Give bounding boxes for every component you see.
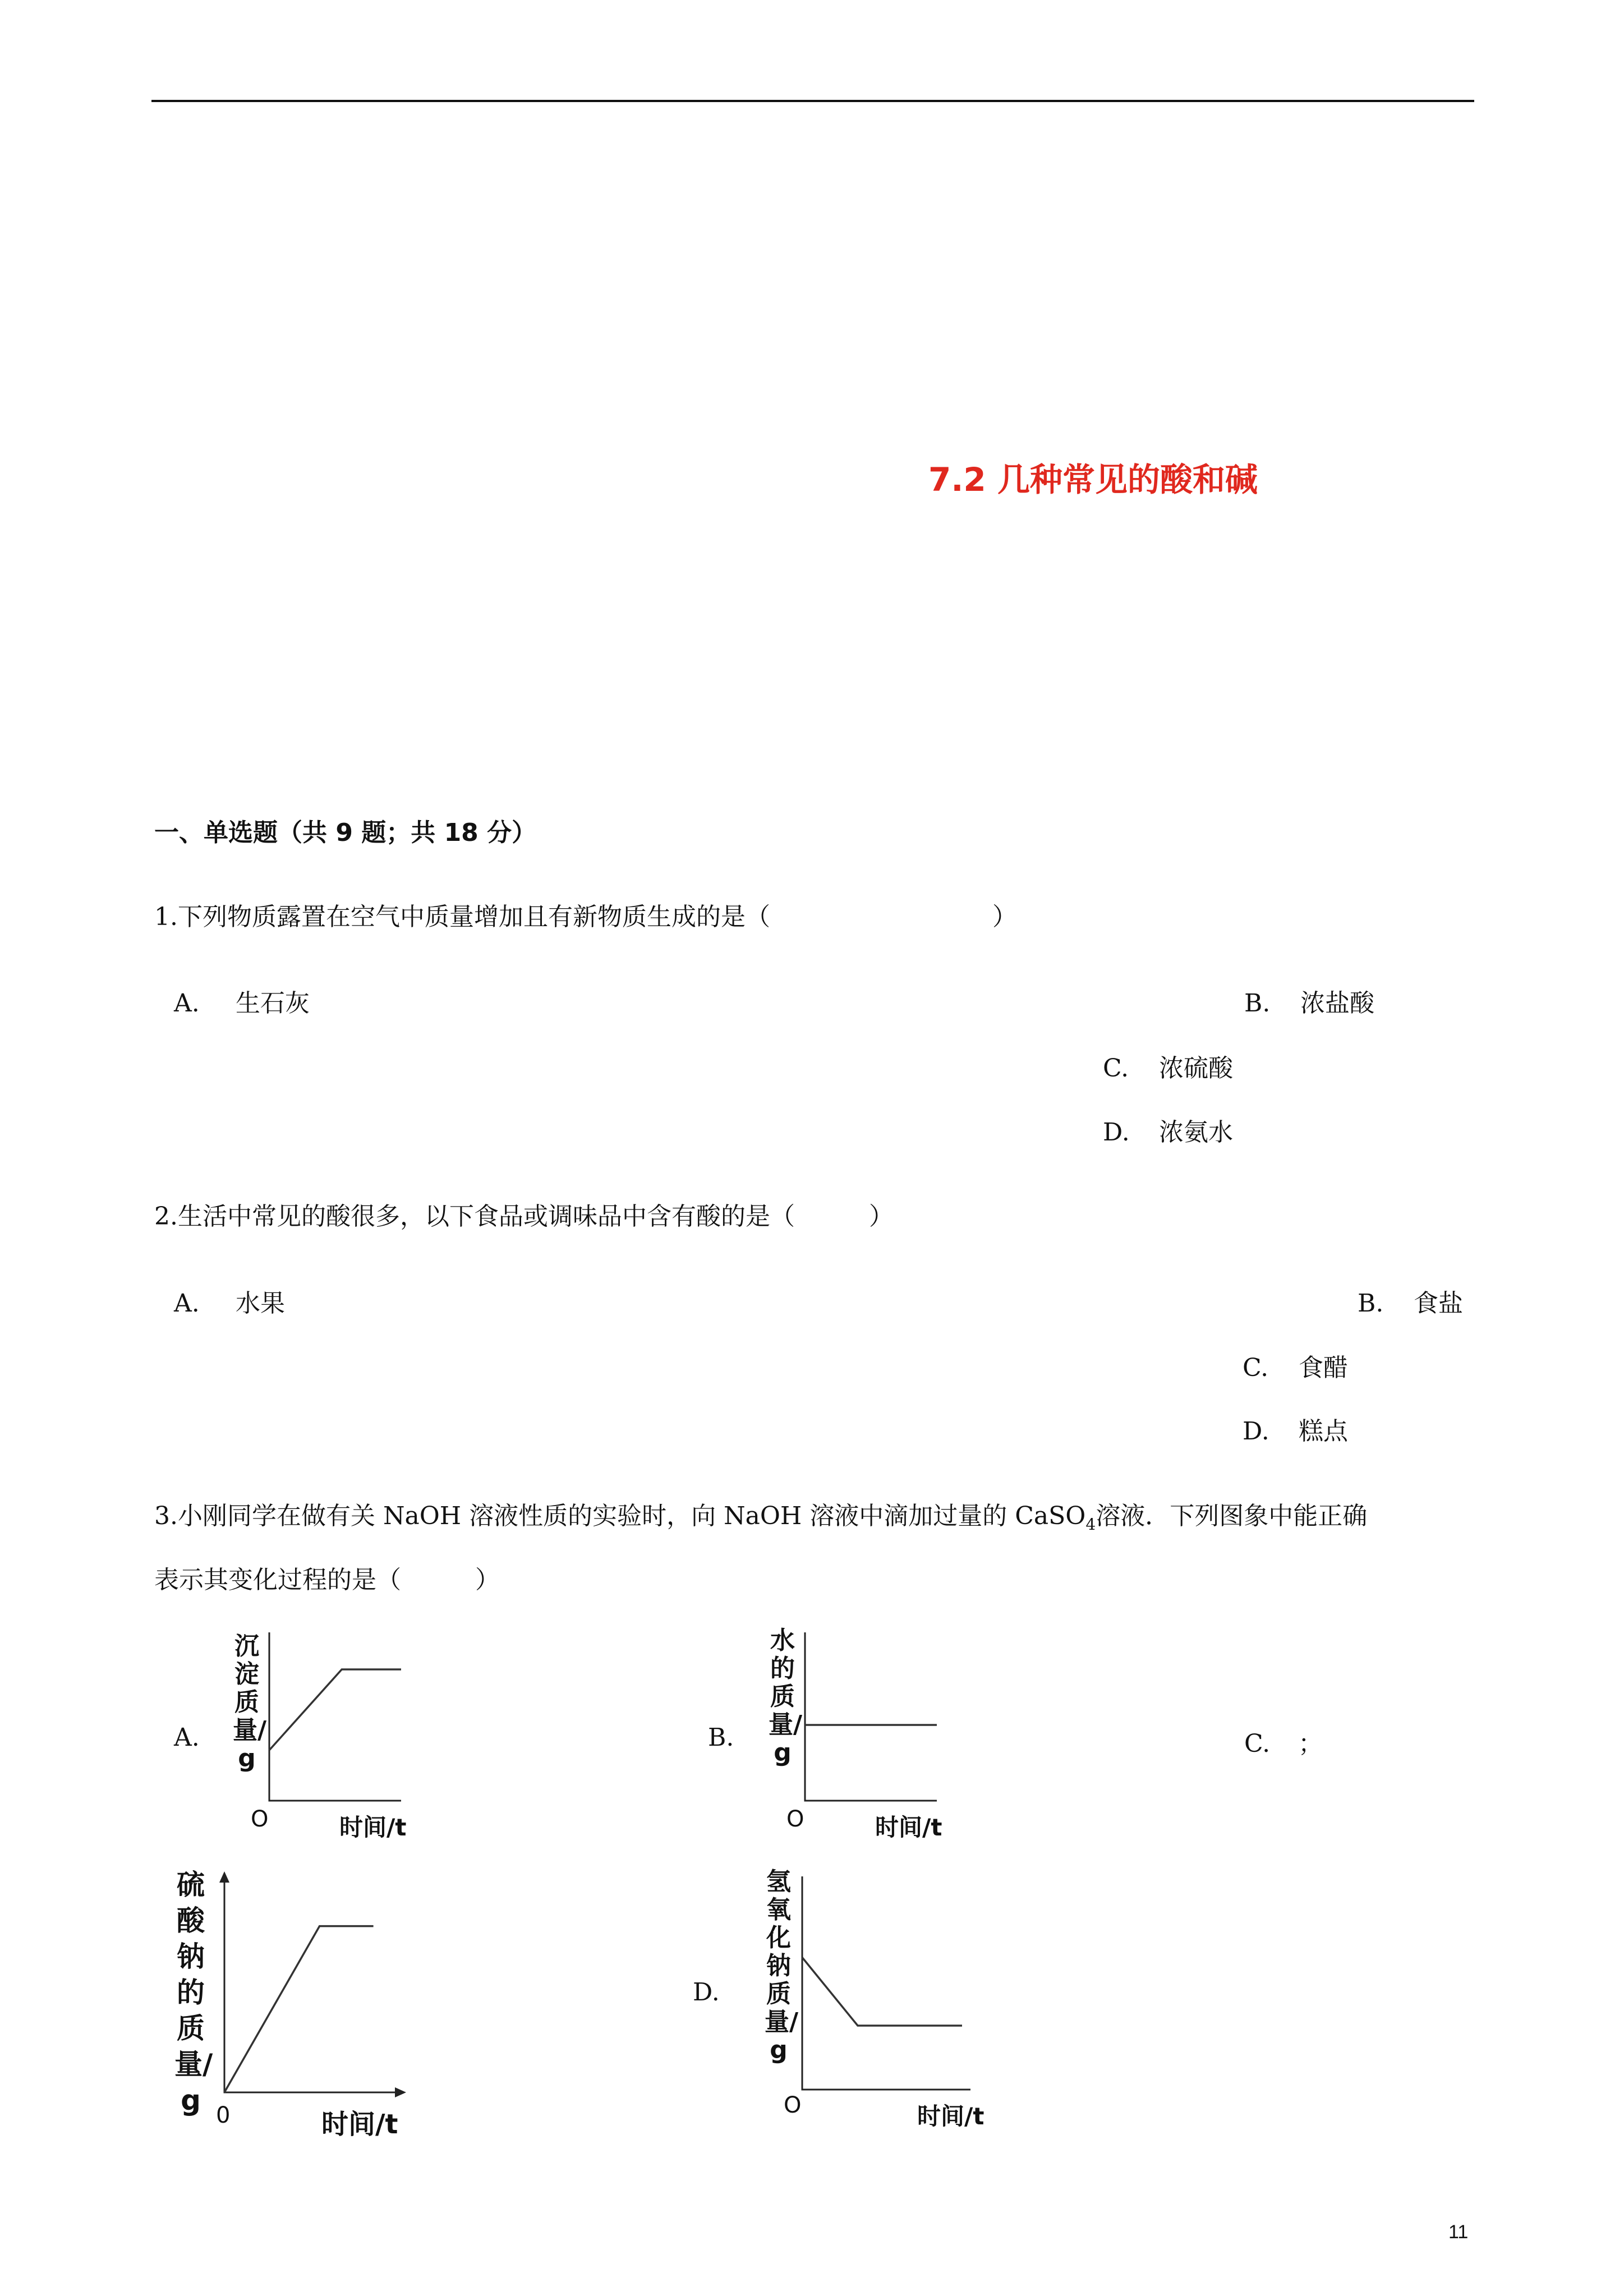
q3-option-a-label[interactable]: A. [174, 1723, 200, 1752]
option-letter: D. [1103, 1118, 1130, 1147]
option-letter: C. [1244, 1729, 1271, 1758]
q2-option-c[interactable] [1243, 1347, 1348, 1383]
option-separator: ； [1298, 1729, 1323, 1758]
chart-d-xlabel: 时间/t [917, 2102, 984, 2130]
q3-option-d-label[interactable]: D. [693, 1978, 720, 2007]
option-text: 生石灰 [236, 989, 310, 1018]
option-letter: A. [174, 989, 200, 1018]
chart-b [763, 1627, 948, 1840]
chart-c-plot [171, 1862, 418, 2132]
section-heading: 一、单选题（共 9 题；共 18 分） [154, 818, 537, 847]
q2-option-b[interactable] [1358, 1283, 1463, 1319]
q2-stem: 2.生活中常见的酸很多，以下食品或调味品中含有酸的是（ ） [154, 1202, 894, 1231]
chart-a-origin: O [251, 1806, 269, 1832]
option-text: 水果 [236, 1289, 285, 1318]
series-line [802, 1957, 962, 2026]
q3-option-b-label[interactable]: B. [708, 1723, 734, 1752]
chart-a [227, 1627, 412, 1840]
q3-stem-line2: 表示其变化过程的是（ ） [154, 1566, 500, 1594]
q1-option-d[interactable] [1103, 1112, 1233, 1148]
q3-stem-part1: 3.小刚同学在做有关 NaOH 溶液性质的实验时，向 NaOH 溶液中滴加过量的 CaSO [154, 1502, 1086, 1530]
chart-c-xlabel: 时间/t [321, 2109, 398, 2140]
q3-subscript: 4 [1085, 1515, 1096, 1534]
x-axis-arrow [395, 2087, 406, 2097]
option-text: 浓氨水 [1159, 1118, 1233, 1147]
option-letter: C. [1103, 1054, 1129, 1083]
option-letter: B. [1358, 1289, 1384, 1318]
chart-b-origin: O [786, 1806, 804, 1832]
chart-d [760, 1868, 1007, 2137]
option-text: 食盐 [1414, 1289, 1463, 1318]
option-text: 糕点 [1299, 1417, 1348, 1446]
page-number: 11 [1448, 2221, 1469, 2243]
option-text: 浓硫酸 [1159, 1054, 1233, 1083]
axes [802, 1876, 970, 2090]
q1-option-a[interactable] [174, 983, 310, 1019]
q3-stem-part2: 溶液．下列图象中能正确 [1096, 1502, 1368, 1530]
option-text: 食醋 [1299, 1354, 1348, 1382]
q3-stem-line1 [154, 1496, 1367, 1534]
q2-option-d[interactable] [1243, 1411, 1348, 1447]
chart-a-xlabel: 时间/t [339, 1814, 407, 1841]
chart-c-origin: 0 [216, 2102, 231, 2128]
chart-a-plot [227, 1627, 412, 1840]
chart-c-ylabel: 硫酸钠的质量/g [174, 1869, 213, 2116]
q2-option-a[interactable] [174, 1283, 285, 1319]
option-letter: B. [1244, 989, 1271, 1018]
chart-b-xlabel: 时间/t [875, 1814, 942, 1841]
series-line [224, 1926, 374, 2092]
header-rule [151, 100, 1474, 102]
option-text: 浓盐酸 [1300, 989, 1374, 1018]
axes [224, 1874, 404, 2092]
option-letter: A. [174, 1289, 200, 1318]
y-axis-arrow [219, 1871, 229, 1883]
page-title: 7.2 几种常见的酸和碱 [928, 461, 1258, 499]
axes [805, 1632, 937, 1801]
chart-c [171, 1862, 418, 2140]
option-letter: D. [1243, 1417, 1269, 1446]
chart-d-ylabel: 氢氧化钠质量/g [765, 1867, 799, 2064]
chart-d-plot [760, 1868, 1007, 2137]
q3-option-c-label[interactable] [1244, 1723, 1323, 1759]
q1-option-c[interactable] [1103, 1048, 1233, 1084]
chart-b-plot [763, 1627, 948, 1840]
q1-stem: 1.下列物质露置在空气中质量增加且有新物质生成的是（ ） [154, 903, 1017, 931]
axes [269, 1632, 401, 1801]
chart-a-ylabel: 沉淀质量/g [233, 1632, 267, 1773]
q1-option-b[interactable] [1244, 983, 1374, 1019]
series-line [269, 1669, 401, 1750]
chart-d-origin: O [784, 2092, 802, 2118]
option-letter: C. [1243, 1354, 1269, 1382]
chart-b-ylabel: 水的质量/g [769, 1626, 803, 1767]
